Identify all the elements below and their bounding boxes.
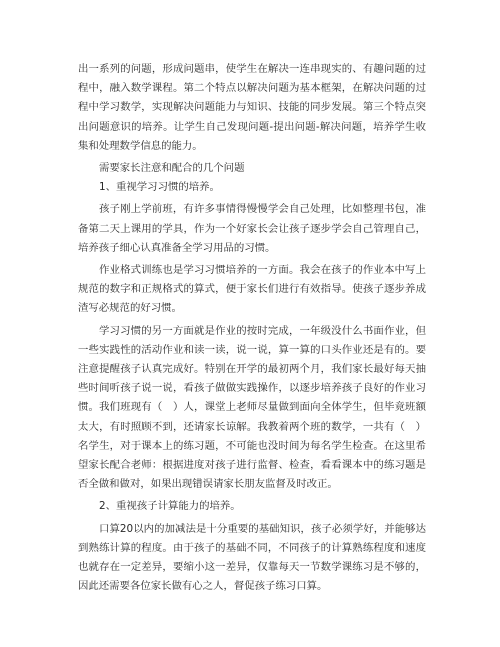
document-page bbox=[78, 60, 426, 596]
section-heading-2: 2、重视孩子计算能力的培养。 bbox=[99, 500, 241, 513]
paragraph-intro: 出一系列的问题，形成问题串，使学生在解决一连串现实的、有趣问题的过程中，融入数学课程。第二个特点以解决问题为基本框架，在解决问题的过程中学习数学，实现解决问题能力与知识、技能的同步发展。第三个特点突出问题意识的培养。让学生自己发现问题-提出问题-解决问题，培养学生收集和处理数学信息的能力。 bbox=[78, 63, 426, 152]
section-heading-main: 需要家长注意和配合的几个问题 bbox=[99, 162, 245, 175]
paragraph-habits-2: 作业格式训练也是学习习惯培养的一方面。我会在孩子的作业本中写上规范的数字和正规格式的算式，便于家长们进行有效指导。使孩子逐步养成渣写必规范的好习惯。 bbox=[78, 264, 426, 315]
paragraph-calculation: 口算20以内的加减法是十分重要的基础知识，孩子必须学好，并能够达到熟练计算的程度。由于孩子的基础不同，不同孩子的计算熟练程度和速度也就存在一定差异，要缩小这一差异，仅靠每天一节数学课练习是不够的，因此还需要各位家长做有心之人，督促孩子练习口算。 bbox=[78, 522, 426, 593]
paragraph-habits-3: 学习习惯的另一方面就是作业的按时完成，一年级没什么书面作业，但一些实践性的活动作业和读一读，说一说，算一算的口头作业还是有的。要注意提醒孩子认真完成好。特别在开学的最初两个月，我们家长最好每天抽些时间听孩子说一说，看孩子做做实践操作，以逐步培养孩子良好的作业习惯。我们班现有（ ）人，课堂上老师尽量做到面向全体学生，但毕竟班额太大，有时照顾不到，还请家长谅解。我教着两个班的数学，一共有（ ）名学生，对于课本上的练习题，不可能也没时间为每名学生检查。在这里希望家长配合老师：根据进度对孩子进行监督、检查，看看课本中的练习题是否全做和做对，如果出现错误请家长朋友监督及时改正。 bbox=[78, 324, 426, 491]
paragraph-habits-1: 孩子刚上学前班，有许多事情得慢慢学会自己处理，比如整理书包，准备第二天上课用的学具，作为一个好家长会让孩子逐步学会自己管理自己，培养孩子细心认真准备全学习用品的习惯。 bbox=[78, 203, 426, 254]
section-heading-1: 1、重视学习习惯的培养。 bbox=[99, 181, 220, 194]
